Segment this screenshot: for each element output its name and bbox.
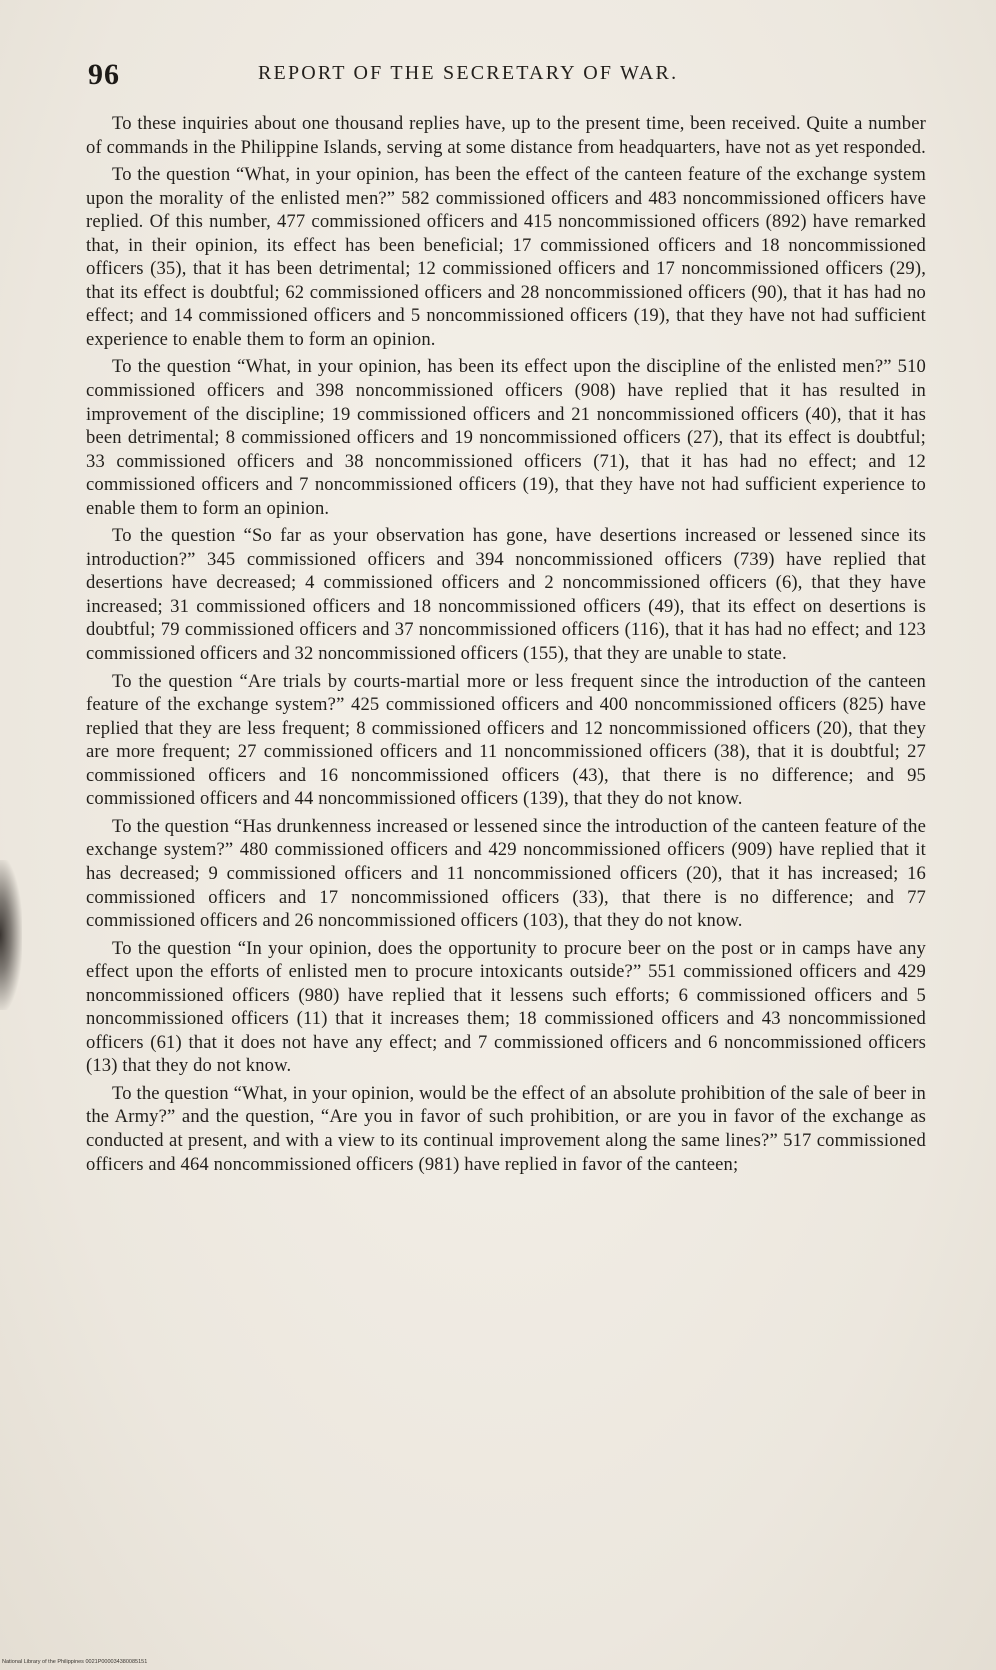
paragraph: To the question “Has drunkenness increased or lessened since the introduction of the canteen feature of the exchange system?” 480 commissioned officers and 429 noncommissioned officers (909) have replied that it has decreased; 9 commissioned officers and 11 noncommissioned officers (20), that it has increased; 16 commissioned officers and 17 noncommissioned officers (33), that there is no difference; and 77 commissioned officers and 26 noncommissioned officers (103), that they do not know. — [86, 815, 926, 932]
body-text — [86, 112, 926, 1180]
paragraph: To the question “So far as your observation has gone, have desertions increased or lessened since its introduction?” 345 commissioned officers and 394 noncommissioned officers (739) have replied that desertions have decreased; 4 commissioned officers and 2 noncommissioned officers (6), that they have increased; 31 commissioned officers and 18 noncommissioned officers (49), that its effect on desertions is doubtful; 79 commissioned officers and 37 noncommissioned officers (116), that it has had no effect; and 123 commissioned officers and 32 noncommissioned officers (155), that they are unable to state. — [86, 525, 926, 665]
paragraph: To the question “What, in your opinion, has been its effect upon the discipline of the enlisted men?” 510 commissioned officers and 398 noncommissioned officers (908) have replied that it has resulted in improvement of the discipline; 19 commissioned officers and 21 noncommissioned officers (40), that it has been detrimental; 8 commissioned officers and 19 noncommissioned officers (27), that its effect is doubtful; 33 commissioned officers and 38 noncommissioned officers (71), that it has had no effect; and 12 commissioned officers and 7 noncommissioned officers (19), that they have not had sufficient experience to enable them to form an opinion. — [86, 356, 926, 519]
paragraph: To the question “In your opinion, does the opportunity to procure beer on the post or in camps have any effect upon the efforts of enlisted men to procure intoxicants outside?” 551 commissioned officers and 429 noncommissioned officers (980) have replied that it lessens such efforts; 6 commissioned officers and 5 noncommissioned officers (11) that it increases them; 18 commissioned officers and 43 noncommissioned officers (61) that it does not have any effect; and 7 commissioned officers and 6 noncommissioned officers (13) that they do not know. — [86, 937, 926, 1077]
paragraph: To the question “What, in your opinion, would be the effect of an absolute prohibition of the sale of beer in the Army?” and the question, “Are you in favor of such prohibition, or are you in favor of the exchange as conducted at present, and with a view to its continual improvement along the same lines?” 517 commissioned officers and 464 noncommissioned officers (981) have replied in favor of the canteen; — [86, 1082, 926, 1175]
paragraph: To these inquiries about one thousand replies have, up to the present time, been received. Quite a number of commands in the Philippine Islands, serving at some distance from headquarters, have not as yet responded. — [86, 113, 926, 158]
paragraph: To the question “Are trials by courts-martial more or less frequent since the introduction of the canteen feature of the exchange system?” 425 commissioned officers and 400 noncommissioned officers (825) have replied that they are less frequent; 8 commissioned officers and 12 noncommissioned officers (20), that they are more frequent; 27 commissioned officers and 11 noncommissioned officers (38), that it is doubtful; 27 commissioned officers and 16 noncommissioned officers (43), that there is no difference; and 95 commissioned officers and 44 noncommissioned officers (139), that they do not know. — [86, 670, 926, 810]
footer-credit: National Library of the Philippines 0021P000034380085151 — [2, 1659, 148, 1665]
running-head: REPORT OF THE SECRETARY OF WAR. — [258, 62, 679, 84]
binding-shadow — [0, 860, 22, 1010]
page-number: 96 — [88, 58, 120, 91]
paragraph: To the question “What, in your opinion, has been the effect of the canteen feature of the exchange system upon the morality of the enlisted men?” 582 commissioned officers and 483 noncommissioned officers have replied. Of this number, 477 commissioned officers and 415 noncommissioned officers (892) have remarked that, in their opinion, its effect has been beneficial; 17 commissioned officers and 18 noncommissioned officers (35), that it has been detrimental; 12 commissioned officers and 17 noncommissioned officers (29), that its effect is doubtful; 62 commissioned officers and 28 noncommissioned officers (90), that it has had no effect; and 14 commissioned officers and 5 noncommissioned officers (19), that they have not had sufficient experience to enable them to form an opinion. — [86, 164, 926, 350]
